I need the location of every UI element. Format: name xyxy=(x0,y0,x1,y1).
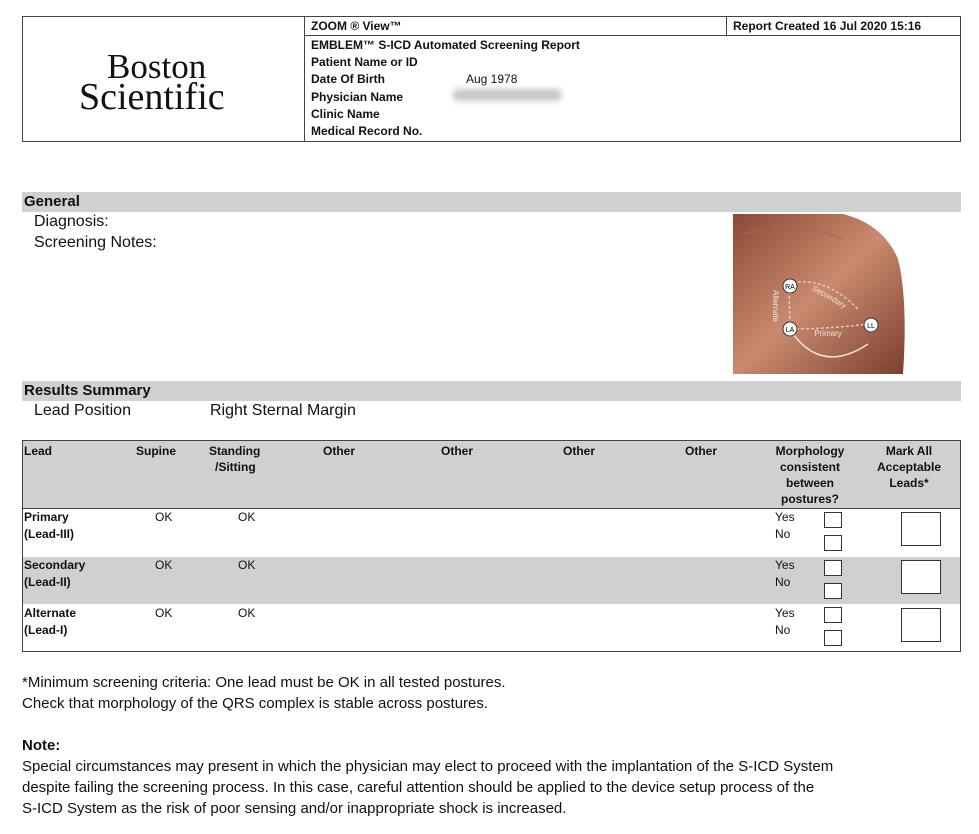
col-morph-2: consistent xyxy=(779,460,840,474)
col-mark-3: Leads* xyxy=(889,476,929,490)
lead-code: (Lead-I) xyxy=(24,623,68,637)
results-table xyxy=(22,440,961,652)
lead-code: (Lead-II) xyxy=(24,575,71,589)
table-row-primary xyxy=(23,509,960,556)
col-mark-1: Mark All xyxy=(885,444,933,458)
lead-name: Alternate xyxy=(24,606,77,620)
supine-result: OK xyxy=(155,558,173,572)
criteria-line-1: *Minimum screening criteria: One lead must be OK in all tested postures. xyxy=(22,674,506,691)
secondary-vector-label: Secondary xyxy=(810,283,849,311)
header-topbar xyxy=(305,17,961,36)
note-line-3: S-ICD System as the risk of poor sensing and/or inappropriate shock is increased. xyxy=(22,800,567,817)
acceptable-lead-checkbox[interactable] xyxy=(901,608,941,642)
lead-position-label: Lead Position xyxy=(34,402,131,419)
dob-label: Date Of Birth xyxy=(311,72,386,86)
note-line-1: Special circumstances may present in which the physician may elect to proceed with the implantation of the S-ICD System xyxy=(22,758,834,775)
supine-result: OK xyxy=(155,510,173,524)
results-section-bar xyxy=(22,381,961,401)
app-title: ZOOM ® View™ xyxy=(311,19,402,33)
table-header xyxy=(23,441,960,509)
redacted-physician-name xyxy=(453,89,561,101)
ra-label: RA xyxy=(785,284,795,291)
lead-code: (Lead-III) xyxy=(24,527,74,541)
yes-label: Yes xyxy=(775,606,795,620)
patient-label: Patient Name or ID xyxy=(311,55,418,69)
col-morph-4: postures? xyxy=(780,492,839,506)
col-other-4: Other xyxy=(685,444,718,458)
table-row-alternate xyxy=(23,605,960,652)
col-standing-2: /Sitting xyxy=(215,460,256,474)
lead-position-value: Right Sternal Margin xyxy=(210,402,356,419)
brand-logo-line1: Boston xyxy=(107,47,207,86)
standing-result: OK xyxy=(238,606,256,620)
col-morph-1: Morphology xyxy=(775,444,845,458)
col-other-2: Other xyxy=(441,444,474,458)
physician-label: Physician Name xyxy=(311,90,404,104)
la-label: LA xyxy=(785,327,795,334)
standing-result: OK xyxy=(238,510,256,524)
morph-yes-checkbox[interactable] xyxy=(824,512,842,528)
mrn-label: Medical Record No. xyxy=(311,124,423,138)
acceptable-lead-checkbox[interactable] xyxy=(901,560,941,594)
ll-label: LL xyxy=(867,323,875,330)
yes-label: Yes xyxy=(775,558,795,572)
col-other-1: Other xyxy=(323,444,356,458)
standing-result: OK xyxy=(238,558,256,572)
col-supine: Supine xyxy=(136,444,177,458)
criteria-line-2: Check that morphology of the QRS complex is stable across postures. xyxy=(22,695,489,712)
no-label: No xyxy=(775,575,791,589)
col-lead: Lead xyxy=(24,444,53,458)
morph-yes-checkbox[interactable] xyxy=(824,607,842,623)
morph-no-checkbox[interactable] xyxy=(824,535,842,551)
col-standing-1: Standing xyxy=(209,444,261,458)
note-line-2: despite failing the screening process. In this case, careful attention should be applied to the device setup process of the xyxy=(22,779,815,796)
no-label: No xyxy=(775,527,791,541)
lead-name: Secondary xyxy=(24,558,86,572)
table-row-secondary xyxy=(23,557,960,604)
supine-result: OK xyxy=(155,606,173,620)
report-title: EMBLEM™ S-ICD Automated Screening Report xyxy=(311,38,580,52)
logo-cell xyxy=(23,17,305,141)
report-header xyxy=(22,16,961,142)
screening-notes-label: Screening Notes: xyxy=(34,234,157,251)
col-morph-3: between xyxy=(785,476,834,490)
morph-no-checkbox[interactable] xyxy=(824,583,842,599)
morph-yes-checkbox[interactable] xyxy=(824,560,842,576)
general-heading: General xyxy=(24,193,80,210)
yes-label: Yes xyxy=(775,510,795,524)
results-heading: Results Summary xyxy=(24,382,151,399)
note-title: Note: xyxy=(22,737,61,754)
electrode-placement-image xyxy=(733,214,906,374)
brand-logo-line2: Scientific xyxy=(79,76,225,118)
report-created: Report Created 16 Jul 2020 15:16 xyxy=(726,17,961,35)
diagnosis-label: Diagnosis: xyxy=(34,213,109,230)
alternate-vector-label: Alternate xyxy=(771,289,780,323)
col-other-3: Other xyxy=(563,444,596,458)
clinic-label: Clinic Name xyxy=(311,107,380,121)
lead-name: Primary xyxy=(24,510,69,524)
primary-vector-label: Primary xyxy=(814,329,842,338)
dob-value: Aug 1978 xyxy=(466,72,518,86)
acceptable-lead-checkbox[interactable] xyxy=(901,512,941,546)
morph-no-checkbox[interactable] xyxy=(824,630,842,646)
no-label: No xyxy=(775,623,791,637)
general-section-bar xyxy=(22,192,961,212)
col-mark-2: Acceptable xyxy=(876,460,942,474)
